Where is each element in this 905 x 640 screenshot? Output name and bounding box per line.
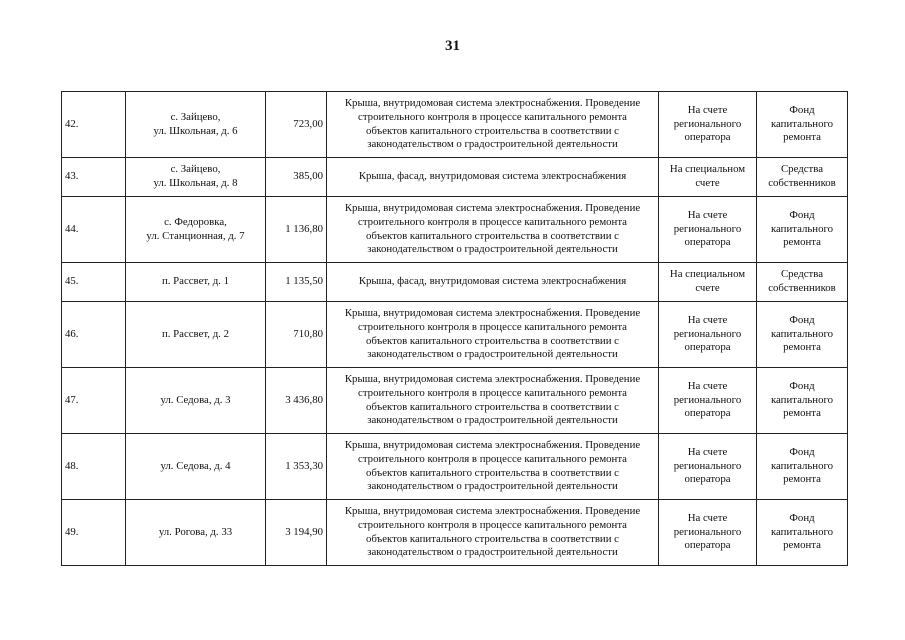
works-cell-line: объектов капитального строительства в соответствии с bbox=[366, 466, 619, 479]
works-cell-line: Крыша, внутридомовая система электроснабжения. Проведение bbox=[344, 439, 641, 452]
works-cell bbox=[327, 92, 659, 158]
works-cell-line: законодательством о градостроительной деятельности bbox=[367, 480, 618, 493]
funding-source-cell-line: Фонд bbox=[789, 104, 815, 117]
works-cell-line: законодательством о градостроительной деятельности bbox=[367, 138, 618, 151]
address-cell bbox=[126, 368, 266, 434]
row-number bbox=[62, 92, 126, 158]
works-cell bbox=[327, 302, 659, 368]
row-number bbox=[62, 434, 126, 500]
works-cell bbox=[327, 434, 659, 500]
account-type-cell-line: На специальном bbox=[669, 268, 746, 281]
area-cell-text: 1 136,80 bbox=[285, 222, 323, 235]
account-type-cell-line: На счете bbox=[687, 446, 728, 459]
area-cell-text: 3 436,80 bbox=[285, 393, 323, 406]
row-number bbox=[62, 158, 126, 197]
account-type-cell-line: регионального bbox=[673, 459, 742, 472]
row-number bbox=[62, 368, 126, 434]
table-row bbox=[62, 368, 848, 434]
area-cell bbox=[266, 368, 327, 434]
works-cell-line: законодательством о градостроительной деятельности bbox=[367, 414, 618, 427]
address-cell-line: ул. Рогова, д. 33 bbox=[158, 525, 233, 538]
funding-source-cell-line: Фонд bbox=[789, 446, 815, 459]
table-row bbox=[62, 263, 848, 302]
funding-source-cell bbox=[757, 500, 848, 566]
works-cell-line: Крыша, внутридомовая система электроснабжения. Проведение bbox=[344, 97, 641, 110]
address-cell-line: ул. Школьная, д. 6 bbox=[153, 124, 238, 137]
account-type-cell bbox=[659, 158, 757, 197]
address-cell bbox=[126, 500, 266, 566]
funding-source-cell-line: собственников bbox=[768, 282, 836, 294]
account-type-cell bbox=[659, 434, 757, 500]
area-cell-text: 710,80 bbox=[293, 327, 323, 340]
account-type-cell-line: оператора bbox=[684, 473, 731, 486]
account-type-cell bbox=[659, 368, 757, 434]
works-cell bbox=[327, 158, 659, 197]
funding-source-cell bbox=[757, 368, 848, 434]
funding-source-cell-line: капитального bbox=[770, 222, 834, 235]
funding-source-cell-line: ремонта bbox=[783, 473, 821, 486]
funding-source-cell-line: Фонд bbox=[789, 380, 815, 393]
works-cell-line: строительного контроля в процессе капитального ремонта bbox=[358, 452, 627, 465]
funding-source-cell bbox=[757, 197, 848, 263]
row-number bbox=[62, 302, 126, 368]
area-cell-text: 723,00 bbox=[293, 117, 323, 130]
area-cell bbox=[266, 302, 327, 368]
table-row bbox=[62, 92, 848, 158]
works-cell-line: объектов капитального строительства в соответствии с bbox=[366, 229, 619, 242]
account-type-cell bbox=[659, 197, 757, 263]
row-number-text: 43. bbox=[65, 170, 79, 183]
funding-source-cell-line: ремонта bbox=[783, 407, 821, 420]
funding-source-cell bbox=[757, 302, 848, 368]
funding-source-cell bbox=[757, 434, 848, 500]
address-cell-line: ул. Седова, д. 4 bbox=[160, 459, 231, 472]
funding-source-cell-line: капитального bbox=[770, 393, 834, 406]
funding-source-cell-line: капитального bbox=[770, 525, 834, 538]
funding-source-cell-line: ремонта bbox=[783, 131, 821, 144]
table-row bbox=[62, 158, 848, 197]
address-cell bbox=[126, 92, 266, 158]
table-body bbox=[62, 92, 848, 566]
account-type-cell-line: оператора bbox=[684, 539, 731, 552]
works-cell-line: законодательством о градостроительной деятельности bbox=[367, 546, 618, 559]
works-cell-line: Крыша, внутридомовая система электроснабжения. Проведение bbox=[344, 307, 641, 320]
funding-source-cell-line: капитального bbox=[770, 327, 834, 340]
row-number-text: 47. bbox=[65, 393, 79, 406]
address-cell-line: с. Зайцево, bbox=[170, 163, 221, 176]
account-type-cell-line: На счете bbox=[687, 512, 728, 525]
account-type-cell-line: оператора bbox=[684, 341, 731, 354]
works-cell-line: Крыша, внутридомовая система электроснабжения. Проведение bbox=[344, 373, 641, 386]
page-number: 31 bbox=[445, 38, 460, 54]
works-cell-line: Крыша, внутридомовая система электроснабжения. Проведение bbox=[344, 202, 641, 215]
works-cell-line: строительного контроля в процессе капитального ремонта bbox=[358, 110, 627, 123]
table-row bbox=[62, 434, 848, 500]
account-type-cell-line: На счете bbox=[687, 209, 728, 222]
funding-source-cell-line: собственников bbox=[768, 177, 836, 189]
row-number-text: 46. bbox=[65, 327, 79, 340]
table-row bbox=[62, 197, 848, 263]
row-number-text: 49. bbox=[65, 525, 79, 538]
address-cell-line: ул. Станционная, д. 7 bbox=[146, 229, 245, 242]
account-type-cell-line: оператора bbox=[684, 407, 731, 420]
funding-source-cell bbox=[757, 158, 848, 197]
area-cell-text: 1 353,30 bbox=[285, 459, 323, 472]
works-cell-line: строительного контроля в процессе капитального ремонта bbox=[358, 320, 627, 333]
works-cell-line: объектов капитального строительства в соответствии с bbox=[366, 532, 619, 545]
area-cell bbox=[266, 500, 327, 566]
funding-source-cell-line: ремонта bbox=[783, 341, 821, 354]
works-cell-line: строительного контроля в процессе капитального ремонта bbox=[358, 518, 627, 531]
address-cell-line: с. Федоровка, bbox=[164, 215, 227, 228]
account-type-cell-line: оператора bbox=[684, 131, 731, 144]
account-type-cell-line: На счете bbox=[687, 380, 728, 393]
funding-source-cell bbox=[757, 263, 848, 302]
account-type-cell-line: регионального bbox=[673, 327, 742, 340]
address-cell bbox=[126, 263, 266, 302]
works-cell-line: законодательством о градостроительной деятельности bbox=[367, 243, 618, 256]
works-cell-line: объектов капитального строительства в соответствии с bbox=[366, 400, 619, 413]
works-cell-line: объектов капитального строительства в соответствии с bbox=[366, 334, 619, 347]
area-cell bbox=[266, 434, 327, 500]
account-type-cell-line: регионального bbox=[673, 222, 742, 235]
repair-program-table bbox=[61, 91, 848, 566]
works-cell-line: Крыша, фасад, внутридомовая система электроснабжения bbox=[358, 170, 627, 183]
area-cell-text: 1 135,50 bbox=[285, 275, 323, 288]
works-cell bbox=[327, 500, 659, 566]
account-type-cell-line: На счете bbox=[687, 104, 728, 117]
area-cell bbox=[266, 197, 327, 263]
account-type-cell-line: На специальном bbox=[669, 163, 746, 176]
address-cell-line: п. Рассвет, д. 2 bbox=[162, 327, 229, 340]
account-type-cell-line: оператора bbox=[684, 236, 731, 249]
table-row bbox=[62, 302, 848, 368]
works-cell-line: Крыша, фасад, внутридомовая система электроснабжения bbox=[358, 275, 627, 288]
area-cell bbox=[266, 263, 327, 302]
address-cell bbox=[126, 434, 266, 500]
account-type-cell-line: регионального bbox=[673, 393, 742, 406]
area-cell-text: 3 194,90 bbox=[285, 525, 323, 538]
funding-source-cell-line: капитального bbox=[770, 117, 834, 130]
funding-source-cell-line: ремонта bbox=[783, 236, 821, 249]
area-cell bbox=[266, 158, 327, 197]
address-cell bbox=[126, 302, 266, 368]
funding-source-cell-line: Фонд bbox=[789, 209, 815, 222]
row-number bbox=[62, 263, 126, 302]
funding-source-cell-line: капитального bbox=[770, 459, 834, 472]
address-cell-line: п. Рассвет, д. 1 bbox=[162, 275, 229, 288]
address-cell bbox=[126, 158, 266, 197]
account-type-cell-line: счете bbox=[695, 282, 720, 294]
funding-source-cell-line: Фонд bbox=[789, 314, 815, 327]
account-type-cell-line: На счете bbox=[687, 314, 728, 327]
works-cell bbox=[327, 368, 659, 434]
row-number-text: 48. bbox=[65, 459, 79, 472]
works-cell bbox=[327, 197, 659, 263]
works-cell-line: законодательством о градостроительной деятельности bbox=[367, 348, 618, 361]
works-cell-line: объектов капитального строительства в соответствии с bbox=[366, 124, 619, 137]
address-cell-line: с. Зайцево, bbox=[170, 110, 221, 123]
account-type-cell-line: регионального bbox=[673, 525, 742, 538]
works-cell-line: Крыша, внутридомовая система электроснабжения. Проведение bbox=[344, 505, 641, 518]
works-cell bbox=[327, 263, 659, 302]
account-type-cell bbox=[659, 263, 757, 302]
funding-source-cell-line: ремонта bbox=[783, 539, 821, 552]
area-cell-text: 385,00 bbox=[293, 170, 323, 183]
funding-source-cell-line: Фонд bbox=[789, 512, 815, 525]
address-cell-line: ул. Школьная, д. 8 bbox=[153, 177, 238, 189]
row-number bbox=[62, 500, 126, 566]
area-cell bbox=[266, 92, 327, 158]
works-cell-line: строительного контроля в процессе капитального ремонта bbox=[358, 386, 627, 399]
works-cell-line: строительного контроля в процессе капитального ремонта bbox=[358, 215, 627, 228]
funding-source-cell-line: Средства bbox=[780, 163, 823, 176]
funding-source-cell-line: Средства bbox=[780, 268, 823, 281]
account-type-cell-line: счете bbox=[695, 177, 720, 189]
address-cell bbox=[126, 197, 266, 263]
row-number-text: 45. bbox=[65, 275, 79, 288]
table-row bbox=[62, 500, 848, 566]
funding-source-cell bbox=[757, 92, 848, 158]
account-type-cell bbox=[659, 500, 757, 566]
row-number-text: 44. bbox=[65, 222, 79, 235]
address-cell-line: ул. Седова, д. 3 bbox=[160, 393, 231, 406]
account-type-cell-line: регионального bbox=[673, 117, 742, 130]
row-number bbox=[62, 197, 126, 263]
account-type-cell bbox=[659, 92, 757, 158]
account-type-cell bbox=[659, 302, 757, 368]
row-number-text: 42. bbox=[65, 117, 79, 130]
